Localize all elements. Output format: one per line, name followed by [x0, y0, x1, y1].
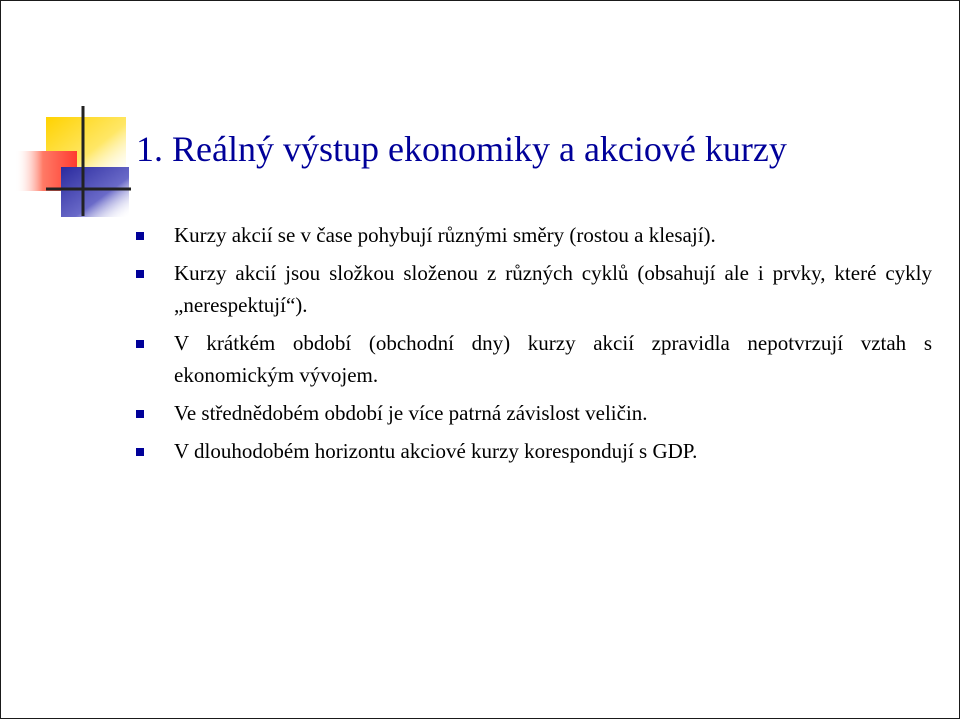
bullet-list [136, 219, 932, 473]
bullet-item [136, 435, 932, 467]
squares-logo-icon [1, 1, 141, 231]
bullet-text: V krátkém období (obchodní dny) kurzy akcií zpravidla nepotvrzují vztah s ekonomickým vývojem. [174, 331, 932, 387]
square-bullet-icon [136, 448, 144, 456]
bullet-text: V dlouhodobém horizontu akciové kurzy korespondují s GDP. [174, 439, 698, 463]
bullet-text: Ve střednědobém období je více patrná závislost veličin. [174, 401, 648, 425]
bullet-item [136, 219, 932, 251]
bullet-item [136, 397, 932, 429]
square-bullet-icon [136, 340, 144, 348]
square-bullet-icon [136, 410, 144, 418]
bullet-text: Kurzy akcií se v čase pohybují různými směry (rostou a klesají). [174, 223, 716, 247]
square-bullet-icon [136, 232, 144, 240]
bullet-text: Kurzy akcií jsou složkou složenou z různých cyklů (obsahují ale i prvky, které cykly „nerespektují“). [174, 261, 932, 317]
bullet-item [136, 257, 932, 321]
slide-title: 1. Reálný výstup ekonomiky a akciové kurzy [136, 129, 787, 169]
bullet-item [136, 327, 932, 391]
square-bullet-icon [136, 270, 144, 278]
